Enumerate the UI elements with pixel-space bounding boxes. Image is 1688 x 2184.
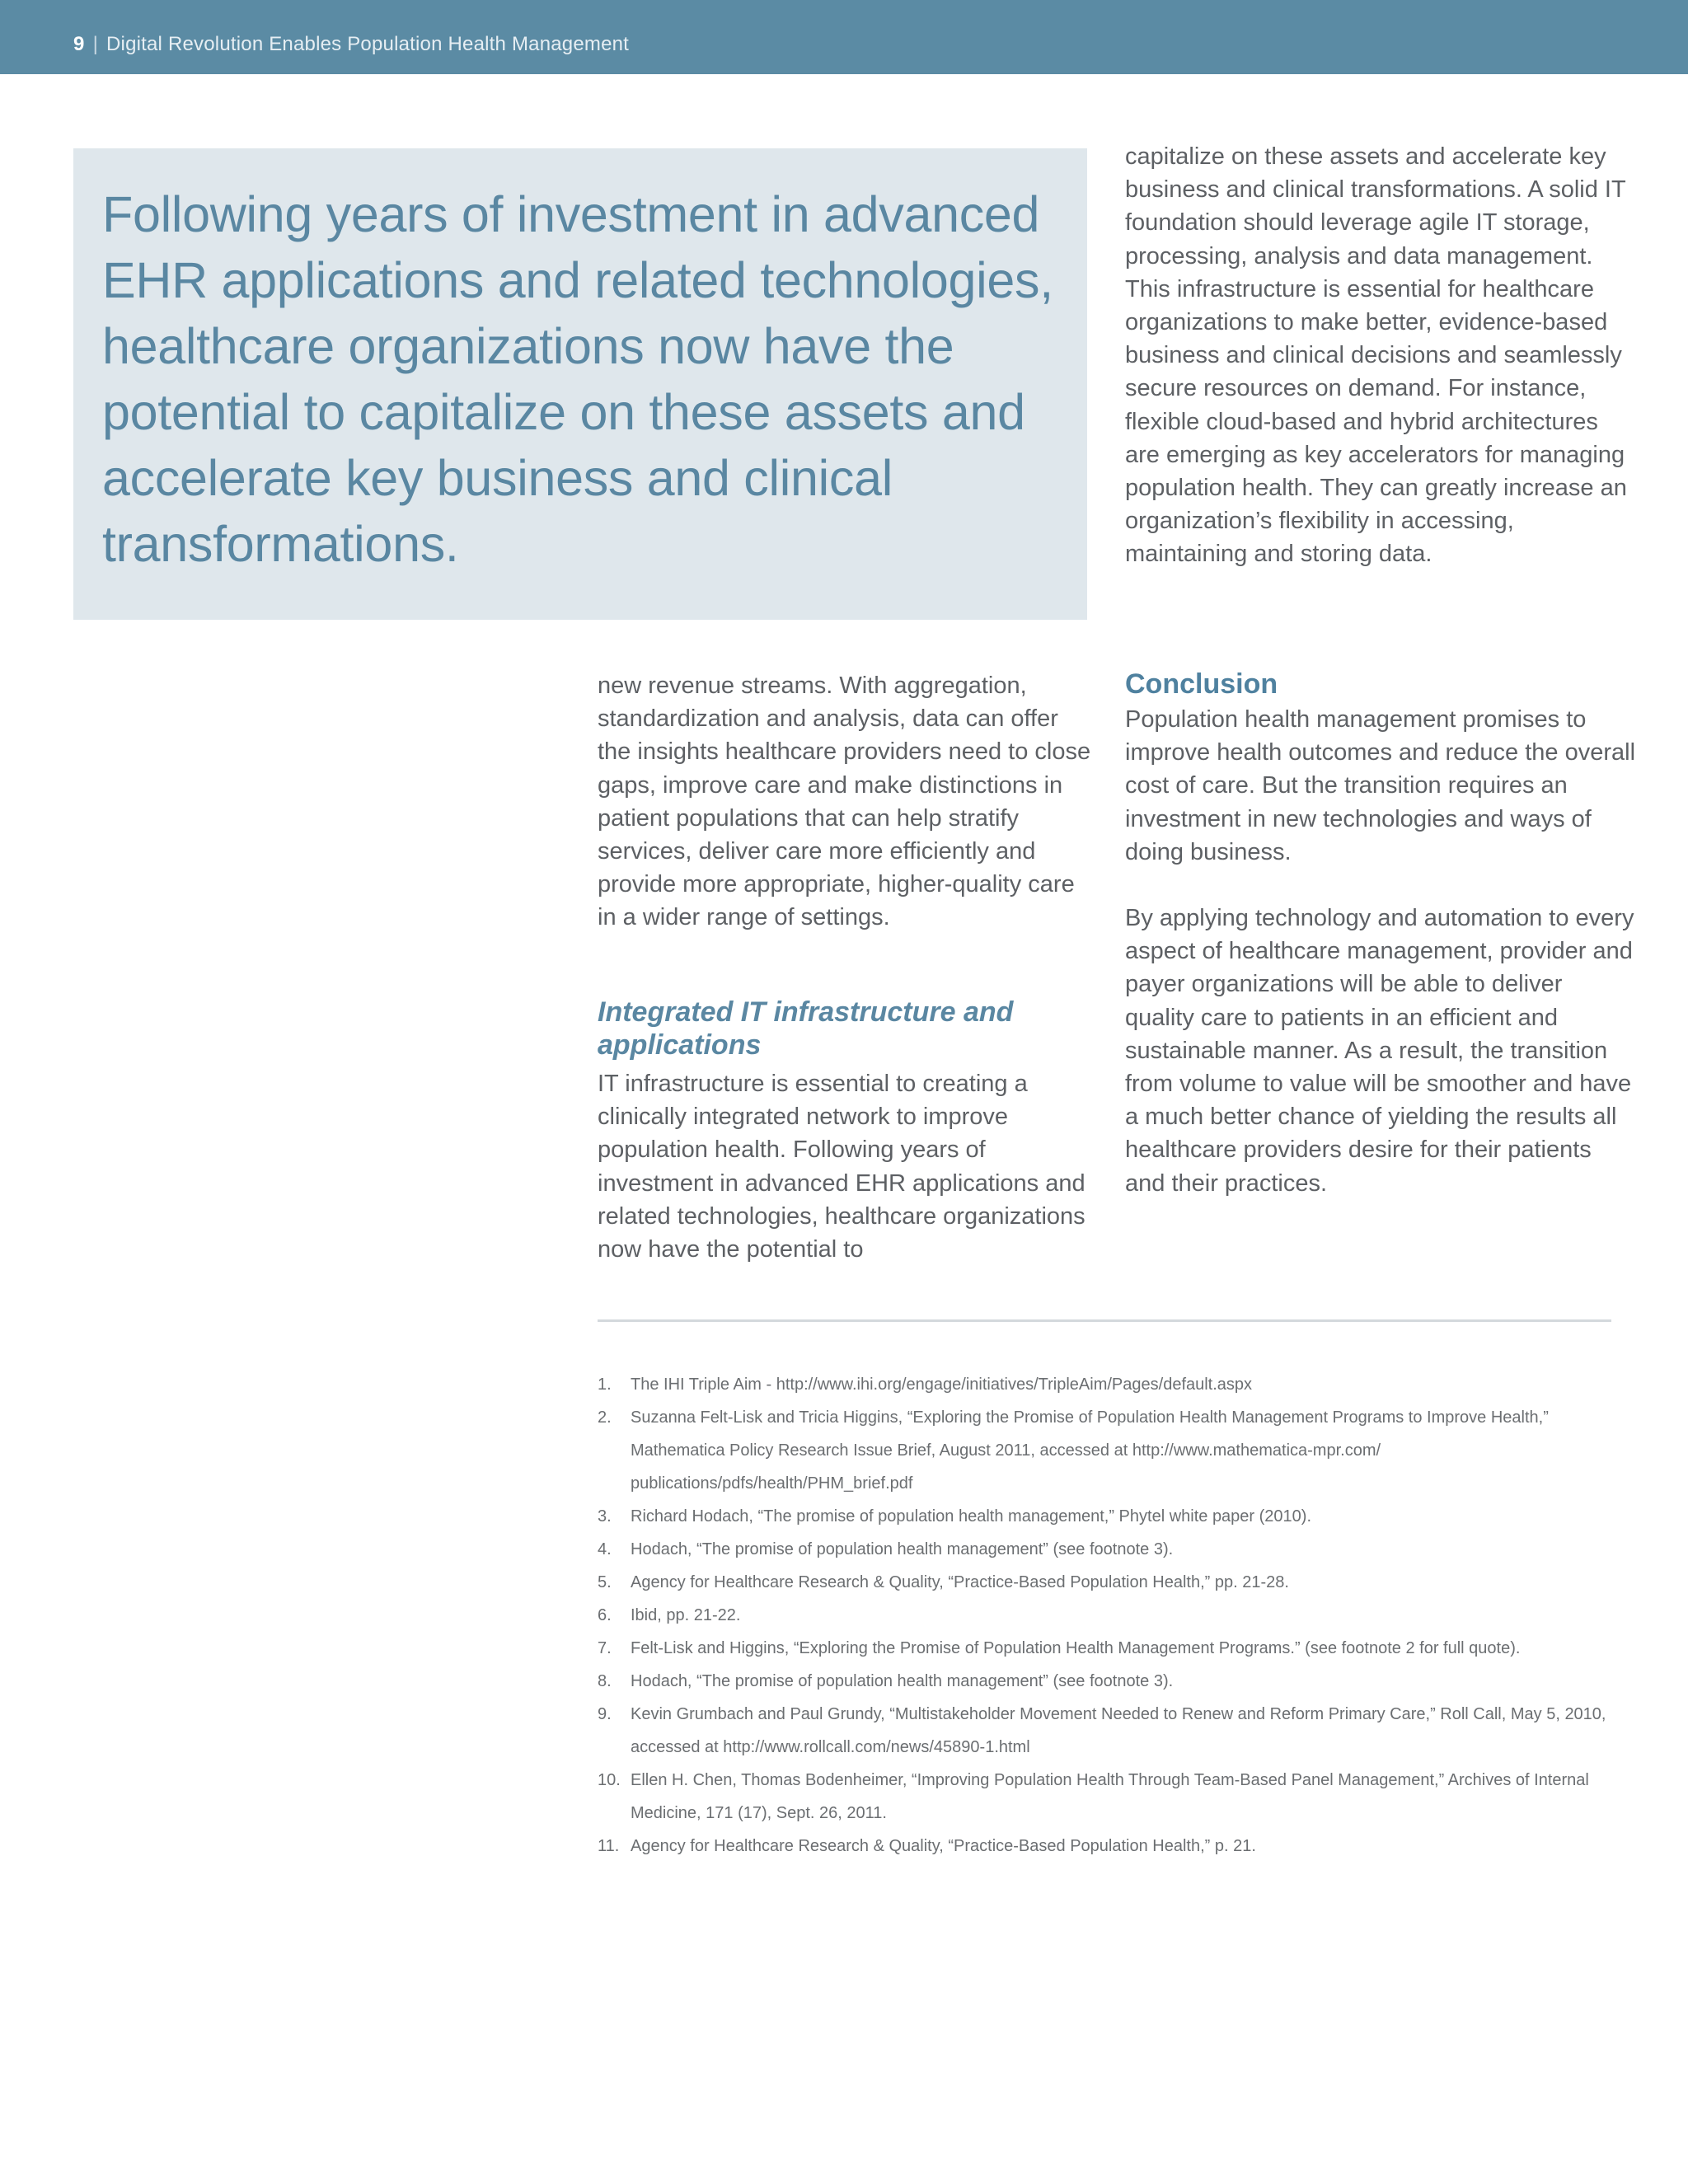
- footnote-number: 4.: [598, 1540, 612, 1558]
- body-paragraph-conclusion-2: By applying technology and automation to every aspect of healthcare management, provider and payer organizations will be able to deliver quality care to patients in an efficient and sustainable manner. As a result, the transition from volume to value will be smoother and have a much better chance of yielding the results all healthcare providers desire for their patients and their practices.: [1125, 905, 1634, 1197]
- footnote-number: 2.: [598, 1408, 612, 1427]
- page-number: 9: [73, 33, 85, 55]
- footnote-number: 11.: [598, 1837, 620, 1855]
- footnote-item: [598, 1764, 1620, 1830]
- footnote-item: [598, 1632, 1620, 1665]
- footnote-text: Felt-Lisk and Higgins, “Exploring the Promise of Population Health Management Programs.” (see footnote 2 for full quote).: [631, 1639, 1521, 1657]
- footnote-item: [598, 1368, 1620, 1401]
- footnote-divider: [598, 1319, 1611, 1322]
- body-paragraph-revenue-streams: new revenue streams. With aggregation, standardization and analysis, data can offer the insights healthcare providers need to close gaps, improve care and make distinctions in patient populations that can help stratify services, deliver care more efficiently and provide more appropriate, higher-quality care in a wider range of settings.: [598, 673, 1091, 931]
- body-paragraph-conclusion-1: Population health management promises to improve health outcomes and reduce the overall cost of care. But the transition requires an investment in new technologies and ways of doing business.: [1125, 706, 1636, 865]
- footnote-text: Suzanna Felt-Lisk and Tricia Higgins, “Exploring the Promise of Population Health Management Programs to Improve Health,” Mathematica Policy Research Issue Brief, August 2011, accessed at http://www.mathematica-mpr.com/ publications/pdfs/health/PHM_brief.pdf: [631, 1408, 1549, 1493]
- pull-quote-box: [73, 148, 1087, 620]
- footnote-text: Kevin Grumbach and Paul Grundy, “Multistakeholder Movement Needed to Renew and Reform Primary Care,” Roll Call, May 5, 2010, accessed at http://www.rollcall.com/news/45890-1.html: [631, 1705, 1606, 1756]
- section-heading-conclusion: Conclusion: [1125, 668, 1278, 700]
- footnote-text: Ibid, pp. 21-22.: [631, 1606, 741, 1624]
- footnote-item: [598, 1830, 1620, 1863]
- footnotes-list: [598, 1368, 1620, 1863]
- footnote-item: [598, 1566, 1620, 1599]
- footnote-number: 6.: [598, 1606, 612, 1624]
- footnote-text: Agency for Healthcare Research & Quality, “Practice-Based Population Health,” pp. 21-28.: [631, 1573, 1289, 1591]
- footnote-number: 8.: [598, 1672, 612, 1690]
- footnote-number: 9.: [598, 1705, 612, 1723]
- footnote-item: [598, 1533, 1620, 1566]
- footnote-number: 7.: [598, 1639, 612, 1657]
- footnote-item: [598, 1500, 1620, 1533]
- footnote-number: 3.: [598, 1507, 612, 1526]
- document-title: Digital Revolution Enables Population Health Management: [106, 33, 630, 55]
- footnote-item: [598, 1599, 1620, 1632]
- footnote-number: 1.: [598, 1376, 612, 1394]
- footnote-text: Hodach, “The promise of population health management” (see footnote 3).: [631, 1540, 1174, 1558]
- footnote-number: 5.: [598, 1573, 612, 1591]
- footnote-text: Agency for Healthcare Research & Quality, “Practice-Based Population Health,” p. 21.: [631, 1837, 1256, 1855]
- pull-quote-text: Following years of investment in advanced EHR applications and related technologies, healthcare organizations now have the potential to capitalize on these assets and accelerate key business and clinical transformations.: [102, 186, 1053, 572]
- footnote-text: Ellen H. Chen, Thomas Bodenheimer, “Improving Population Health Through Team-Based Panel Management,” Archives of Internal Medicine, 171 (17), Sept. 26, 2011.: [631, 1771, 1589, 1822]
- body-paragraph-capitalize: capitalize on these assets and accelerate key business and clinical transformations. A solid IT foundation should leverage agile IT storage, processing, analysis and data management. This infrastructure is essential for healthcare organizations to make better, evidence-based business and clinical decisions and seamlessly secure resources on demand. For instance, flexible cloud-based and hybrid architectures are emerging as key accelerators for managing population health. They can greatly increase an organization’s flexibility in accessing, maintaining and storing data.: [1125, 143, 1627, 568]
- footnote-item: [598, 1401, 1620, 1500]
- footnote-text: Hodach, “The promise of population health management” (see footnote 3).: [631, 1672, 1174, 1690]
- body-paragraph-it-infrastructure: IT infrastructure is essential to creating a clinically integrated network to improve population health. Following years of investment in advanced EHR applications and related technologies, healthcare organizations now have the potential to: [598, 1071, 1085, 1263]
- header-title-line: [73, 33, 629, 56]
- footnote-number: 10.: [598, 1771, 621, 1789]
- subheading-it-infrastructure: Integrated IT infrastructure and applications: [598, 996, 1014, 1061]
- footnote-text: The IHI Triple Aim - http://www.ihi.org/engage/initiatives/TripleAim/Pages/default.aspx: [631, 1376, 1253, 1394]
- footnote-item: [598, 1665, 1620, 1698]
- header-separator: |: [92, 33, 98, 55]
- footnote-item: [598, 1698, 1620, 1764]
- page-header: [0, 0, 1688, 74]
- footnote-text: Richard Hodach, “The promise of population health management,” Phytel white paper (2010).: [631, 1507, 1312, 1526]
